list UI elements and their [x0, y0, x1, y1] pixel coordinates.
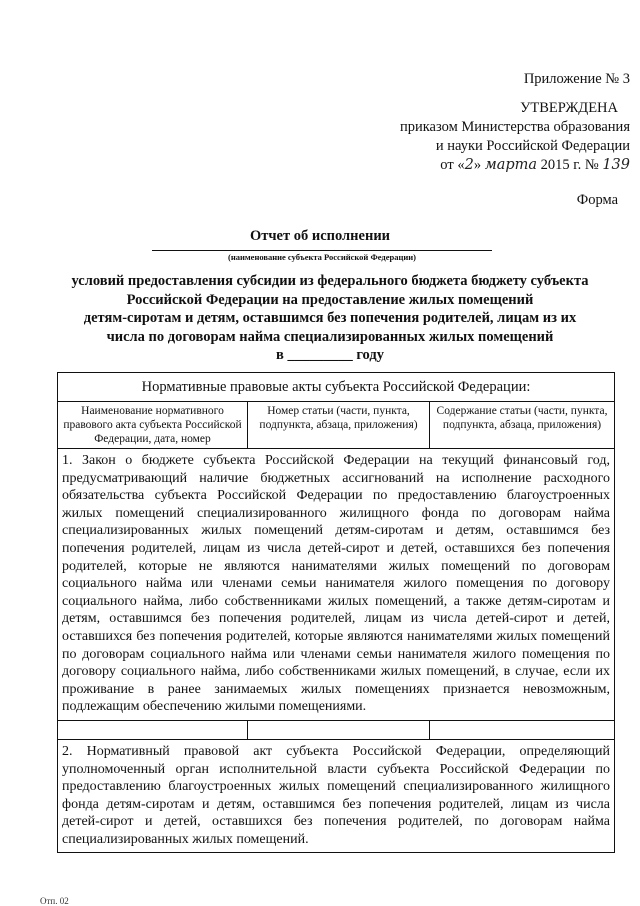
table-title: Нормативные правовые акты субъекта Российской Федерации:	[58, 373, 614, 402]
heading-line-5: в _________ году	[276, 347, 384, 363]
date-day-handwritten: 2	[464, 157, 474, 173]
column-header-article-content: Содержание статьи (части, пункта, подпункта, абзаца, приложения)	[436, 405, 608, 431]
heading-line-1: условий предоставления субсидии из федерального бюджета бюджету субъекта	[71, 273, 589, 289]
date-prefix: от «	[440, 157, 465, 173]
column-header-article-number: Номер статьи (части, пункта, подпункта, абзаца, приложения)	[248, 402, 430, 448]
entry-cell-article-number[interactable]	[248, 721, 430, 739]
section-1-text: 1. Закон о бюджете субъекта Российской Федерации на текущий финансовый год, предусматривающий наличие бюджетных ассигнований на исполнение расходного обязательства субъекта Российской Федерации по предоставлению благоустроенных жилых помещений специализированного жилищного фонда по договорам найма специализированных жилых помещений детям-сиротам и детям, оставшимся без попечения родителей, лицам из числа детей-сирот и детей, оставшихся без попечения родителей, которые не являются нанимателями жилых помещений по договорам социального найма или членами семьи нанимателя жилого помещения по договору социального найма, либо собственниками жилых помещений, а также детям-сиротам и детям, оставшимся без попечения родителей, лицам из числа детей-сирот и детей, оставшихся без попечения родителей, которые являются нанимателями жилых помещений по договорам социального найма или членами семьи нанимателя жилого помещения по договору социального найма, либо собственниками жилых помещений, в случае, если их проживание в ранее занимаемых жилых помещениях признается невозможным, подлежащим обеспечению жилыми помещениями.	[58, 449, 614, 721]
entry-cell-act-name[interactable]	[58, 721, 248, 739]
section-1-entry-row	[58, 721, 614, 740]
heading-line-3: детям-сиротам и детям, оставшимся без попечения родителей, лицам из их	[83, 310, 577, 326]
footer-fragment: Отп. 02	[40, 896, 69, 906]
report-title: Отчет об исполнении	[249, 228, 391, 244]
approved-label: УТВЕРЖДЕНА	[520, 100, 618, 116]
heading-line-2: Российской Федерации на предоставление жилых помещений	[126, 291, 534, 308]
date-mid: »	[473, 157, 482, 173]
approved-by-line-2: и науки Российской Федерации	[435, 138, 630, 154]
appendix-label: Приложение № 3	[523, 71, 630, 87]
table-header-row	[58, 402, 614, 449]
subject-caption: (наименование субъекта Российской Федерации)	[152, 250, 492, 262]
approval-block	[360, 70, 630, 175]
form-label: Форма	[576, 192, 618, 208]
legal-acts-table	[57, 372, 615, 853]
date-year: 2015 г. №	[540, 157, 599, 173]
entry-cell-article-content[interactable]	[430, 721, 614, 739]
order-number-handwritten: 139	[602, 157, 630, 173]
report-heading	[40, 272, 620, 365]
heading-line-4: числа по договорам найма специализированных жилых помещений	[106, 328, 554, 345]
date-month-handwritten: марта	[484, 157, 538, 173]
approved-by-line-1: приказом Министерства образования	[399, 119, 630, 135]
section-2-text: 2. Нормативный правовой акт субъекта Российской Федерации, определяющий уполномоченный орган исполнительной власти субъекта Российской Федерации по предоставлению благоустроенных жилых помещений специализированного жилищного фонда детям-сиротам и детям, оставшимся без попечения родителей, лицам из числа детей-сирот и детей, оставшихся без попечения родителей, по договорам найма специализированных жилых помещений.	[62, 743, 610, 847]
column-header-act-name: Наименование нормативного правового акта субъекта Российской Федерации, дата, номер	[58, 402, 248, 448]
approval-date-line	[360, 156, 630, 175]
